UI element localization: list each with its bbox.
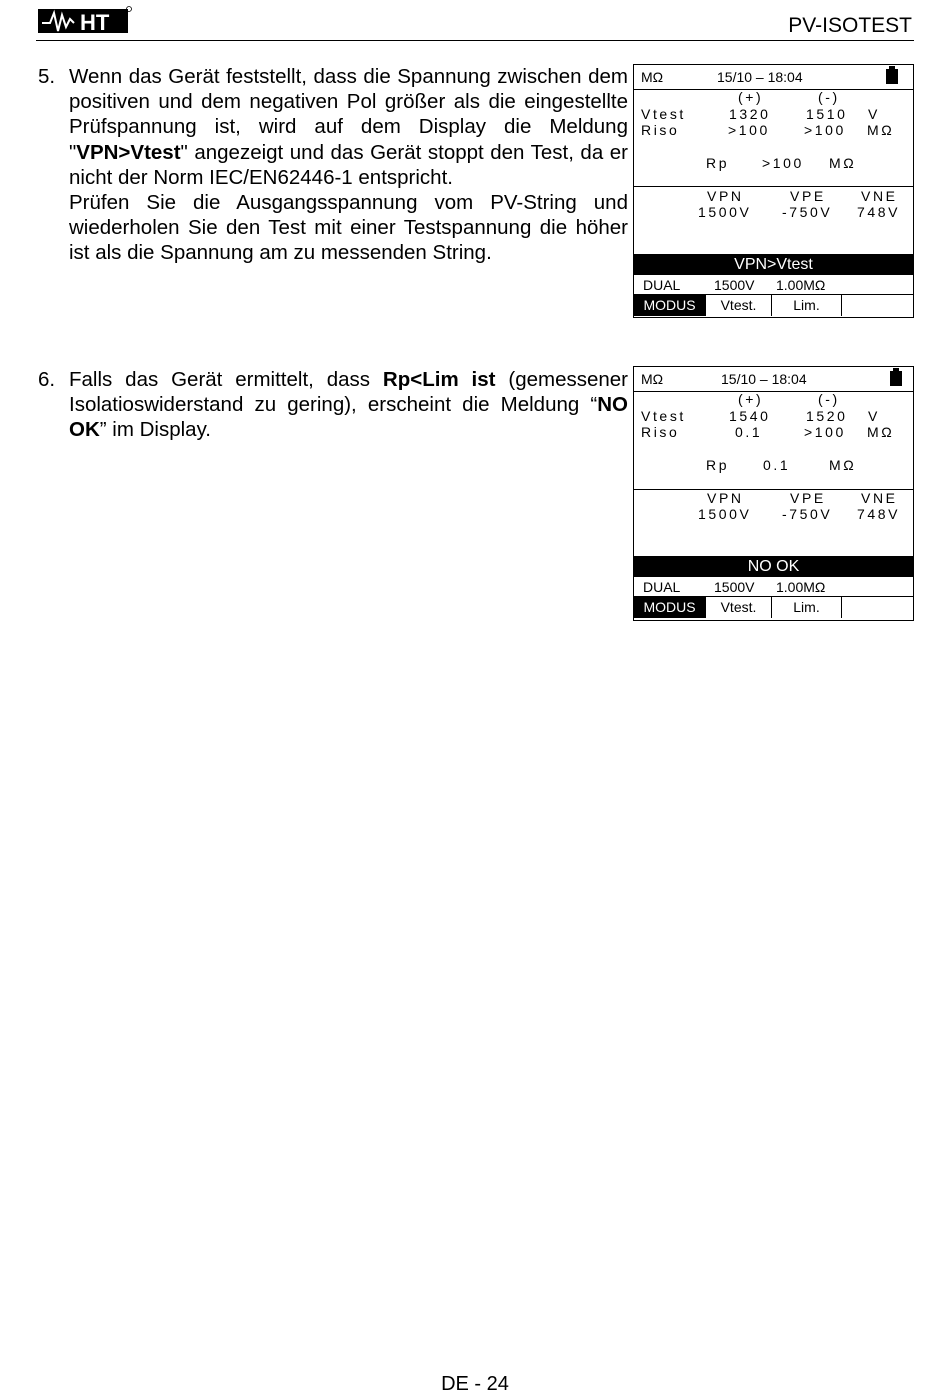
softkey-empty[interactable] bbox=[842, 597, 912, 618]
instrument-display-vpn-vtest: MΩ 15/10 – 18:04 (+) (-) Vtest 1320 1510 V Riso >100 >100 MΩ Rp >100 MΩ VPN VPE VNE 1500V -750V 748V VPN>Vtest DUAL 1500V 1.00MΩ MODUS Vtest. Lim. bbox=[633, 64, 914, 318]
step-paragraph: Prüfen Sie die Ausgangsspannung vom PV-String und wiederholen Sie den Test mit einer Testspannung die höher ist als die Spannung am zu messenden String. bbox=[69, 191, 628, 265]
ht-logo bbox=[38, 5, 132, 35]
unit-label: MΩ bbox=[641, 69, 664, 85]
step-paragraph: Falls das Gerät ermittelt, dass Rp<Lim ist (gemessener Isolatioswiderstand zu gering), erscheint die Meldung “NO OK” im Display. bbox=[69, 368, 629, 442]
datetime: 15/10 – 18:04 bbox=[721, 371, 807, 387]
unit-label: MΩ bbox=[641, 371, 664, 387]
datetime: 15/10 – 18:04 bbox=[717, 69, 803, 85]
instrument-display-no-ok: MΩ 15/10 – 18:04 (+) (-) Vtest 1540 1520 V Riso 0.1 >100 MΩ Rp 0.1 MΩ VPN VPE VNE 1500V -750V 748V NO OK DUAL 1500V 1.00MΩ MODUS Vtest. Lim. bbox=[633, 366, 914, 621]
step-number: 6. bbox=[38, 368, 56, 391]
svg-text:HT: HT bbox=[80, 10, 110, 35]
status-message: VPN>Vtest bbox=[634, 254, 913, 275]
softkey-empty[interactable] bbox=[842, 295, 912, 316]
softkey-bar bbox=[634, 597, 913, 618]
step-paragraph: Wenn das Gerät feststellt, dass die Spannung zwischen dem positiven und dem negativen Pol größer als die eingestellte Prüfspannung ist, wird auf dem Display die Meldung "VPN>Vtest" angezeigt und das Gerät stoppt den Test, da er nicht der Norm IEC/EN62446-1 entspricht. bbox=[69, 65, 628, 189]
step-5 bbox=[38, 64, 628, 266]
softkey-vtest[interactable]: Vtest. bbox=[706, 295, 772, 316]
softkey-modus[interactable]: MODUS bbox=[634, 295, 706, 316]
softkey-lim[interactable]: Lim. bbox=[772, 295, 842, 316]
settings-row: DUAL 1500V 1.00MΩ bbox=[634, 276, 913, 295]
status-message: NO OK bbox=[634, 556, 913, 577]
document-section-title: PV-ISOTEST bbox=[788, 14, 912, 37]
softkey-modus[interactable]: MODUS bbox=[634, 597, 706, 618]
settings-row: DUAL 1500V 1.00MΩ bbox=[634, 578, 913, 597]
softkey-bar bbox=[634, 295, 913, 316]
header-divider bbox=[36, 40, 914, 41]
step-6 bbox=[38, 367, 628, 443]
battery-icon bbox=[890, 371, 902, 386]
softkey-lim[interactable]: Lim. bbox=[772, 597, 842, 618]
page-number: DE - 24 bbox=[441, 1373, 509, 1395]
softkey-vtest[interactable]: Vtest. bbox=[706, 597, 772, 618]
step-number: 5. bbox=[38, 65, 56, 88]
battery-icon bbox=[886, 69, 898, 84]
